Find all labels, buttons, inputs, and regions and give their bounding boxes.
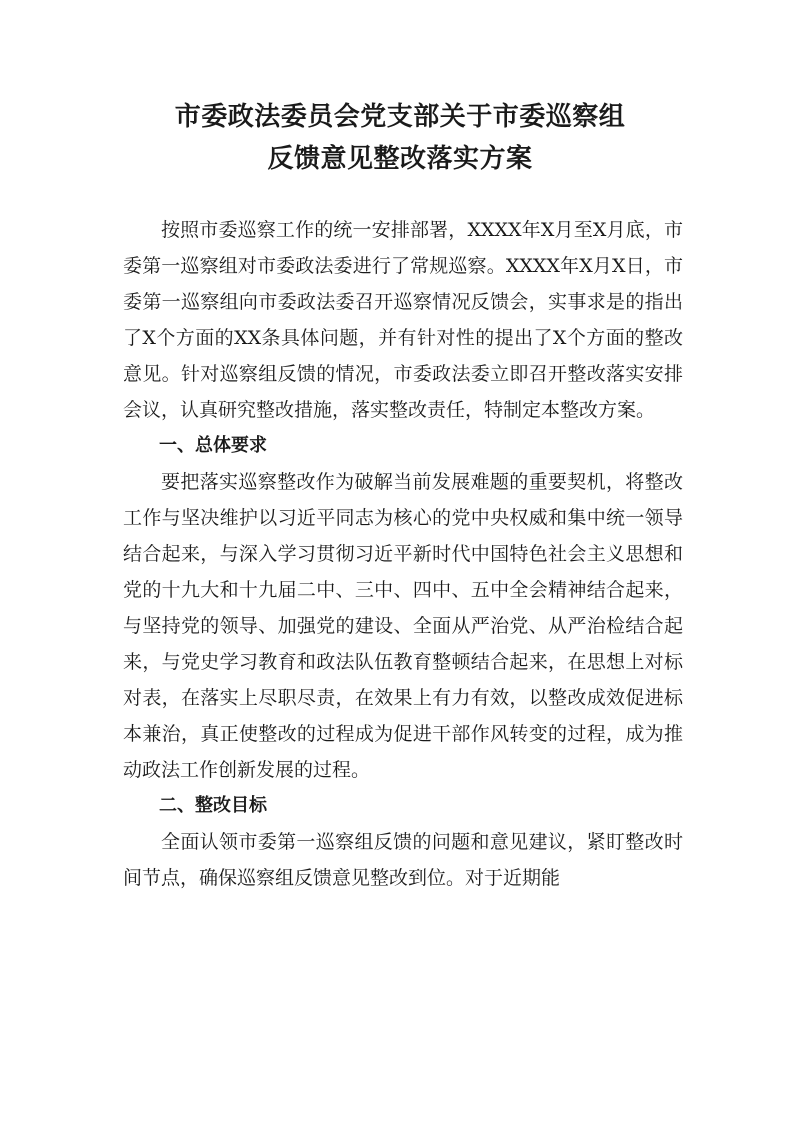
overall-requirements-paragraph: 要把落实巡察整改作为破解当前发展难题的重要契机，将整改工作与坚决维护以习近平同志为核心的党中央权威和集中统一领导结合起来，与深入学习贯彻习近平新时代中国特色社会主义思想和党的十九大和十九届二中、三中、四中、五中全会精神结合起来，与坚持党的领导、加强党的建设、全面从严治党、从严治检结合起来，与党史学习教育和政法队伍教育整顿结合起来，在思想上对标对表，在落实上尽职尽责，在效果上有力有效，以整改成效促进标本兼治，真正使整改的过程成为促进干部作风转变的过程，成为推动政法工作创新发展的过程。	[123, 471, 683, 781]
section-heading-overall-requirements: 一、总体要求	[159, 435, 267, 456]
rectification-goals-paragraph: 全面认领市委第一巡察组反馈的问题和意见建议，紧盯整改时间节点，确保巡察组反馈意见整改到位。对于近期能	[123, 831, 683, 889]
intro-paragraph: 按照市委巡察工作的统一安排部署，XXXX年X月至X月底，市委第一巡察组对市委政法委进行了常规巡察。XXXX年X月X日，市委第一巡察组向市委政法委召开巡察情况反馈会，实事求是的指出了X个方面的XX条具体问题，并有针对性的提出了X个方面的整改意见。针对巡察组反馈的情况，市委政法委立即召开整改落实安排会议，认真研究整改措施，落实整改责任，特制定本整改方案。	[123, 219, 683, 421]
document-body	[123, 212, 683, 896]
document-title-line-1: 市委政法委员会党支部关于市委巡察组	[174, 102, 626, 132]
document-title-line-2: 反馈意见整改落实方案	[267, 144, 533, 174]
section-heading-rectification-goals: 二、整改目标	[159, 795, 267, 816]
